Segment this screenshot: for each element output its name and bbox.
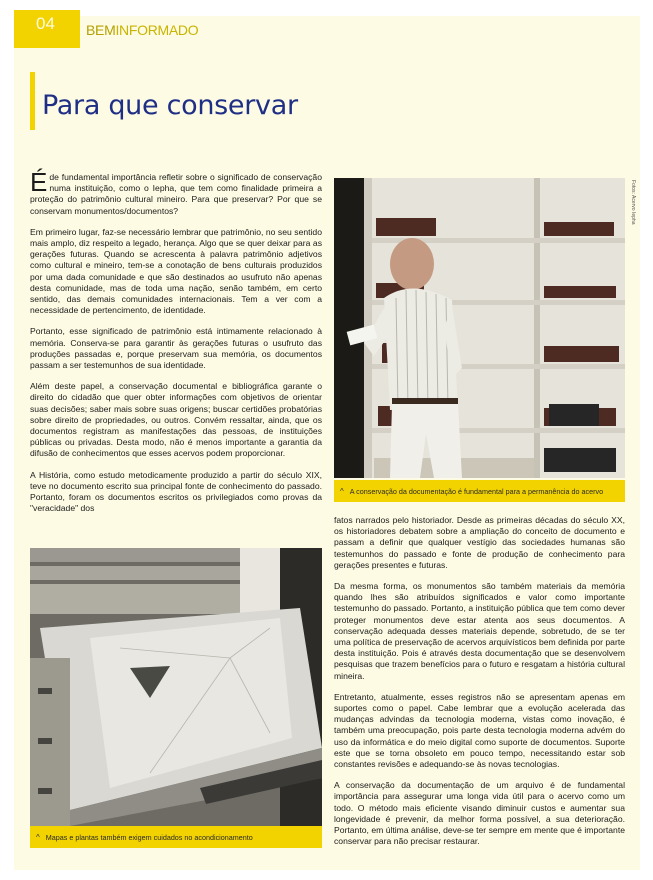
caption-text: Mapas e plantas também exigem cuidados no acondicionamento: [45, 832, 253, 842]
section-title-pre: BEM: [86, 22, 116, 38]
paragraph: Entretanto, atualmente, esses registros não se apresentam apenas em suportes como o papel. Cabe lembrar que a evolução acelerada das mudanças advindas da tecnologia moderna, vistas como inovação, é também uma preocupação, pois parte desta tecnologia moderna advém do uso da informática e do meio digital como suporte de documentos. Suporte este que se torna obsoleto em pouco tempo, necessitando estar sob constantes revisões e adequando-se às novas tecnologias.: [334, 691, 625, 770]
paragraph: A conservação da documentação de um arquivo é de fundamental importância para assegurar uma longa vida útil para o acervo como um todo. O método mais eficiente visando diminuir custos e aumentar sua longevidade é prevenir, da melhor forma possível, a sua deterioração. Portanto, em última análise, deve-se ter sempre em mente que é importante conservar para não precisar restaurar.: [334, 780, 625, 847]
archive-shelves-photo: [334, 178, 625, 478]
map-drawer-photo: [30, 548, 322, 826]
paragraph: Em primeiro lugar, faz-se necessário lembrar que patrimônio, no seu sentido mais amplo, diz respeito a legado, herança. Algo que se quer deixar para as gerações futuras. Quando se acrescenta à palavra patrimônio adjetivos como cultural e mineiro, tem-se a conotação de bens culturais produzidos por uma dada comunidade e que são destinados ao usufruto não apenas desta comunidade, mas de toda uma nação, senão também, em certo sentido, das demais comunidades internacionais. Tem a ver com a necessidade de pertencimento, de identidade.: [30, 226, 322, 316]
section-title-post: INFORMADO: [115, 22, 199, 38]
article-title: Para que conservar: [42, 90, 298, 121]
map-drawer-illustration: [30, 548, 322, 826]
bottom-photo-caption: [30, 826, 322, 848]
paragraph: Portanto, esse significado de patrimônio está intimamente relacionado à memória. Conserva-se para garantir às gerações futuras o usufruto das produções passadas e, porque preservam sua memória, os documentos passam a ser testemunhos de sua identidade.: [30, 326, 322, 371]
paragraph: Éde fundamental importância refletir sobre o significado de conservação numa instituição, como o Iepha, que tem como finalidade primeira a proteção do patrimônio cultural mineiro. Para que preservar? Por que se conservam monumentos/documentos?: [30, 167, 322, 216]
page-number-box: [14, 10, 80, 48]
left-column: [30, 167, 322, 524]
photo-credit: Fotos: Acervo Iepha: [630, 180, 636, 225]
caption-arrow-icon: ^: [340, 486, 344, 496]
top-photo-caption: [334, 480, 625, 502]
paragraph: Além deste papel, a conservação documental e bibliográfica garante o direito do cidadão que quer obter informações com objetivos de orientar suas decisões; saber mais sobre suas origens; buscar certidões probatórias sobre direito de propriedades, ou outros. Convém ressaltar, ainda, que os documentos registram as manifestações das pessoas, de instituições públicas ou privadas. Desta modo, não é menos importante a garantia da difusão de conhecimentos que esses acervos podem proporcionar.: [30, 381, 322, 459]
section-title: [86, 22, 198, 38]
right-column: [334, 515, 625, 857]
drop-cap: É: [30, 167, 48, 197]
archive-shelves-illustration: [334, 178, 625, 478]
paragraph: Da mesma forma, os monumentos são também materiais da memória quando lhes são atribuídos significados e valor como importante testemunho do passado. Portanto, a instituição pública que tem como dever proteger monumentos deve estar atenta aos seus documentos. A conservação adequada desses materiais depende, sobretudo, de se ter uma política de preservação de acervos arquivísticos bem definida por parte desta instituição. Pois é através desta documentação que se desenvolvem pesquisas que trazem benefícios para o futuro e resgatam a história cultural mineira.: [334, 581, 625, 681]
paragraph: fatos narrados pelo historiador. Desde as primeiras décadas do século XX, os historiadores debatem sobre a ampliação do conceito de documento e passam a definir que qualquer vestígio das sociedades humanas são testemunhos do passado e fonte de produção de conhecimento para gerações presentes e futuras.: [334, 515, 625, 570]
title-accent-bar: [30, 72, 35, 130]
paragraph: A História, como estudo metodicamente produzido a partir do século XIX, teve no documento escrito sua principal fonte de conhecimento do passado. Portanto, foram os documentos escritos os privilegiados como provas da "veracidade" dos: [30, 469, 322, 514]
caption-arrow-icon: ^: [36, 832, 40, 842]
caption-text: A conservação da documentação é fundamental para a permanência do acervo: [349, 486, 604, 496]
page-number: 04: [36, 14, 55, 33]
